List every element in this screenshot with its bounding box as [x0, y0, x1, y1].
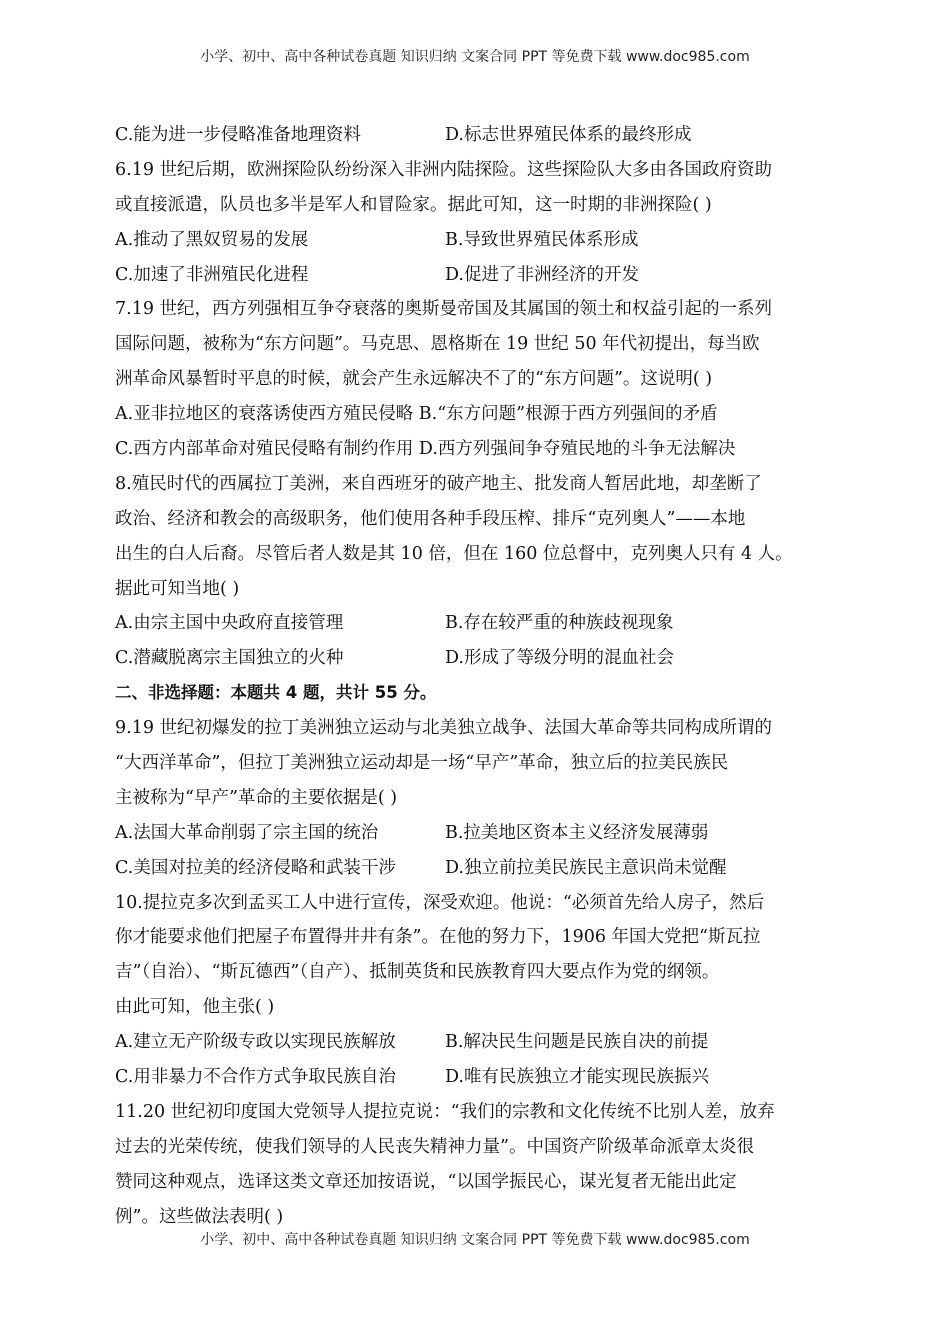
q10-stem-line: 10.提拉克多次到孟买工人中进行宣传，深受欢迎。他说：“必须首先给人房子，然后 [115, 892, 765, 913]
q11-stem-line: 过去的光荣传统，使我们领导的人民丧失精神力量”。中国资产阶级革命派章太炎很 [115, 1136, 754, 1157]
q7-options-row-2 [115, 432, 835, 467]
q10-stem-line: 你才能要求他们把屋子布置得井井有条”。在他的努力下，1906 年国大党把“斯瓦拉 [115, 927, 761, 948]
q9-option-d: D.独立前拉美民族民主意识尚未觉醒 [445, 857, 727, 878]
section-heading: 二、非选择题：本题共 4 题，共计 55 分。 [115, 683, 437, 703]
q10-options-row-1 [115, 1025, 835, 1060]
q8-option-b: B.存在较严重的种族歧视现象 [445, 613, 674, 634]
q9-options-row-2 [115, 851, 835, 886]
q7-options-row-1 [115, 397, 835, 432]
q9-option-a: A.法国大革命削弱了宗主国的统治 [115, 822, 379, 843]
page-header: 小学、初中、高中各种试卷真题 知识归纳 文案合同 PPT 等免费下载 www.doc985.com [200, 49, 750, 65]
q8-option-a: A.由宗主国中央政府直接管理 [115, 613, 344, 634]
q7-option-c: C.西方内部革命对殖民侵略有制约作用 [115, 439, 414, 460]
q8-stem-line: 出生的白人后裔。尽管后者人数是其 10 倍，但在 160 位总督中，克列奥人只有 4 人。 [115, 543, 793, 564]
q8-stem-line: 政治、经济和教会的高级职务，他们使用各种手段压榨、排斥“克列奥人”——本地 [115, 508, 746, 529]
q11-stem-line: 赞同这种观点，选译这类文章还加按语说，“以国学振民心，谋光复者无能出此定 [115, 1171, 737, 1192]
q8-options-row-2 [115, 641, 835, 676]
q10-stem-line: 吉”（自治）、“斯瓦德西”（自产）、抵制英货和民族教育四大要点作为党的纲领。 [115, 962, 720, 983]
q6-stem-line: 6.19 世纪后期，欧洲探险队纷纷深入非洲内陆探险。这些探险队大多由各国政府资助 [115, 159, 773, 180]
q10-stem-line: 由此可知，他主张( ) [115, 997, 275, 1018]
q6-option-c: C.加速了非洲殖民化进程 [115, 264, 309, 285]
exam-content [115, 118, 835, 1235]
q5-options-row-2 [115, 118, 835, 153]
q9-options-row-1 [115, 816, 835, 851]
q8-options-row-1 [115, 606, 835, 641]
q9-stem-line: 主被称为“早产”革命的主要依据是( ) [115, 787, 398, 808]
q9-option-b: B.拉美地区资本主义经济发展薄弱 [445, 822, 709, 843]
q6-option-d: D.促进了非洲经济的开发 [445, 264, 639, 285]
q9-stem-line: 9.19 世纪初爆发的拉丁美洲独立运动与北美独立战争、法国大革命等共同构成所谓的 [115, 718, 773, 739]
q6-options-row-1 [115, 223, 835, 258]
q6-options-row-2 [115, 258, 835, 293]
q8-stem-line: 8.殖民时代的西属拉丁美洲，来自西班牙的破产地主、批发商人暂居此地，却垄断了 [115, 473, 762, 494]
q11-stem-line: 例”。这些做法表明( ) [115, 1206, 284, 1227]
q8-stem-line: 据此可知当地( ) [115, 578, 240, 599]
q10-option-b: B.解决民生问题是民族自决的前提 [445, 1032, 709, 1053]
q9-stem-line: “大西洋革命”，但拉丁美洲独立运动却是一场“早产”革命，独立后的拉美民族民 [115, 753, 729, 774]
q6-stem-line: 或直接派遣，队员也多半是军人和冒险家。据此可知，这一时期的非洲探险( ) [115, 194, 712, 215]
q5-option-c: C.能为进一步侵略准备地理资料 [115, 125, 361, 145]
page-footer: 小学、初中、高中各种试卷真题 知识归纳 文案合同 PPT 等免费下载 www.doc985.com [200, 1232, 750, 1248]
q11-stem-line: 11.20 世纪初印度国大党领导人提拉克说：“我们的宗教和文化传统不比别人差，放弃 [115, 1101, 775, 1122]
q10-options-row-2 [115, 1060, 835, 1095]
q10-option-c: C.用非暴力不合作方式争取民族自治 [115, 1067, 396, 1088]
q10-option-a: A.建立无产阶级专政以实现民族解放 [115, 1032, 396, 1053]
q7-stem-line: 洲革命风暴暂时平息的时候，就会产生永远解决不了的“东方问题”。这说明( ) [115, 369, 713, 390]
q7-option-d: D.西方列强间争夺殖民地的斗争无法解决 [418, 439, 736, 460]
q7-stem-line: 国际问题，被称为“东方问题”。马克思、恩格斯在 19 世纪 50 年代初提出，每当欧 [115, 334, 760, 355]
q6-option-b: B.导致世界殖民体系形成 [445, 229, 639, 250]
q7-option-a: A.亚非拉地区的衰落诱使西方殖民侵略 [115, 404, 414, 425]
q10-option-d: D.唯有民族独立才能实现民族振兴 [445, 1067, 709, 1088]
q9-option-c: C.美国对拉美的经济侵略和武装干涉 [115, 857, 396, 878]
q8-option-d: D.形成了等级分明的混血社会 [445, 648, 674, 669]
q8-option-c: C.潜藏脱离宗主国独立的火种 [115, 648, 344, 669]
q5-option-d: D.标志世界殖民体系的最终形成 [445, 125, 692, 145]
q6-option-a: A.推动了黑奴贸易的发展 [115, 229, 309, 250]
q7-stem-line: 7.19 世纪，西方列强相互争夺衰落的奥斯曼帝国及其属国的领土和权益引起的一系列 [115, 299, 773, 320]
q7-option-b: B.“东方问题”根源于西方列强间的矛盾 [418, 404, 718, 425]
